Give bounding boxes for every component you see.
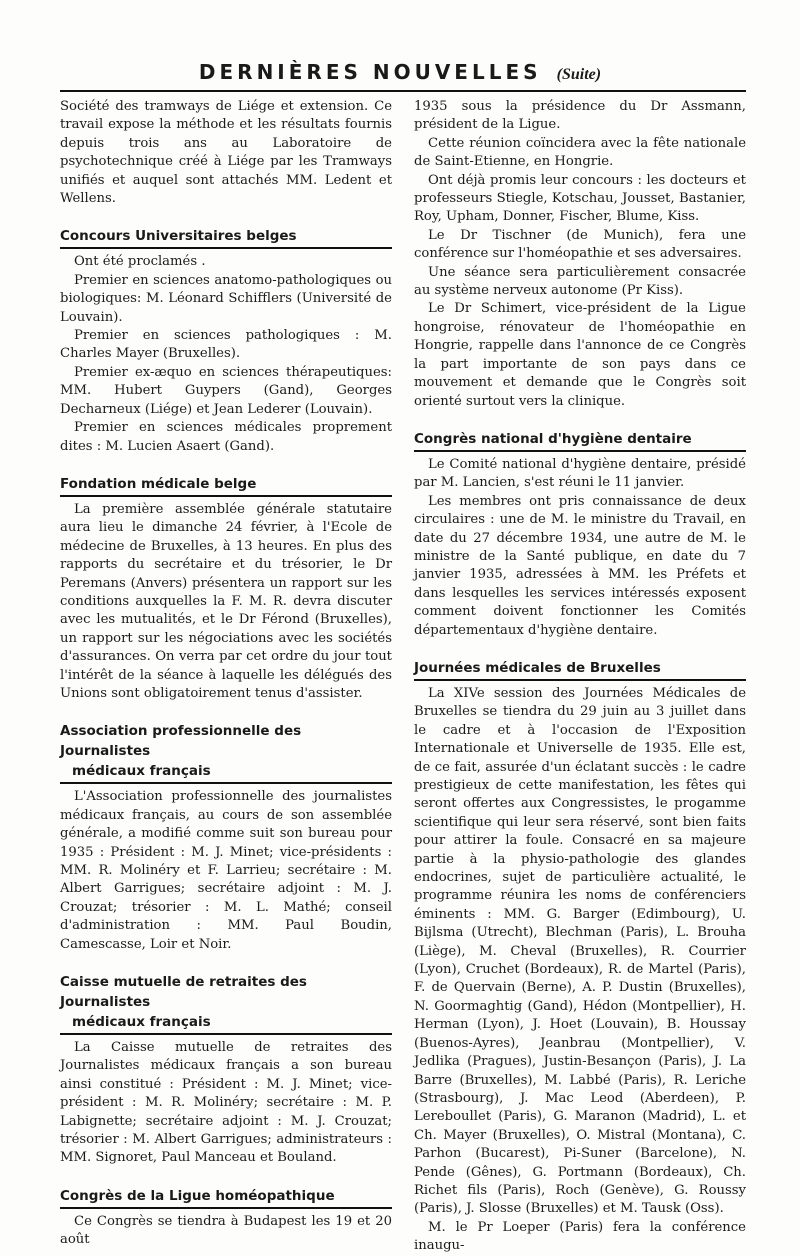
section-heading-line: Association professionnelle des Journalistes [60,723,302,760]
section-heading-line: médicaux français [72,1014,211,1031]
section-heading: Concours Universitaires belges [60,226,392,249]
continued-paragraph: Société des tramways de Liége et extension. Ce travail expose la méthode et les résultats fournis depuis trois ans au Laboratoire de psychotechnique créé à Liége par les Tramways unifiés et auquel sont attachés MM. Ledent et Wellens. [60,99,392,207]
paragraph: Le Dr Tischner (de Munich), fera une conférence sur l'homéopathie et ses adversaires. [414,227,746,262]
paragraph: Le Dr Schimert, vice-président de la Ligue hongroise, rénovateur de l'homéopathie en Hongrie, rappelle dans l'annonce de ce Congrès la part importante de son pays dans ce mouvement et demande que le Congrès soit orienté surtout vers la clinique. [414,301,746,409]
paragraph: L'Association professionnelle des journalistes médicaux français, au cours de son assemblée générale, a modifié comme suit son bureau pour 1935 : Président : M. J. Minet; vice-présidents : MM. R. Molinéry et F. Larrieu; secrétaire : M. Albert Garrigues; secrétaire adjoint : M. J. Crouzat; trésorier : M. L. Mathé; conseil d'administration : MM. Paul Boudin, Camescasse, Loir et Noir. [60,789,392,952]
paragraph: Les membres ont pris connaissance de deux circulaires : une de M. le ministre du Travail, en date du 27 décembre 1934, une autre de M. le ministre de la Santé publique, en date du 7 janvier 1935, adressées à MM. les Préfets et dans lesquelles les services intéressés exposent comment doivent fonctionner les Comités départementaux d'hygiène dentaire. [414,493,746,638]
paragraph: M. le Pr Loeper (Paris) fera la conférence inaugu- [414,1219,746,1254]
section-heading: Fondation médicale belge [60,474,392,497]
page-title-suite: (Suite) [556,66,602,83]
paragraph: Premier en sciences pathologiques : M. Charles Mayer (Bruxelles). [60,328,392,362]
paragraph: Premier en sciences médicales proprement dites : M. Lucien Asaert (Gand). [60,420,392,454]
left-column [60,98,392,1250]
section-heading: Journées médicales de Bruxelles [414,658,746,681]
paragraph: La XIVe session des Journées Médicales de Bruxelles se tiendra du 29 juin au 3 juillet dans le cadre et à l'occasion de l'Exposition Internationale et Universelle de 1935. Elle est, de ce fait, assurée d'un éclatant succès : le cadre prestigieux de cette manifestation, les fêtes qui seront offertes aux Congressistes, le progamme scientifique qui leur sera réservé, sont bien faits pour attirer la foule. Consacré en sa majeure partie à la physio-pathologie des glandes endocrines, sujet de particulière actualité, le programme réunira les noms de conférenciers éminents : MM. G. Barger (Edimbourg), U. Bijlsma (Utrecht), Blechman (Paris), L. Brouha (Liège), M. Cheval (Bruxelles), R. Courrier (Lyon), Cruchet (Bordeaux), R. de Martel (Paris), F. de Quervain (Berne), A. P. Dustin (Bruxelles), N. Goormaghtig (Gand), Hédon (Montpellier), H. Herman (Lyon), J. Hoet (Louvain), B. Houssay (Buenos-Ayres), Jeanbrau (Montpellier), V. Jedlika (Pragues), Justin-Besançon (Paris), J. La Barre (Bruxelles), M. Labbé (Paris), R. Leriche (Strasbourg), J. Mac Leod (Aberdeen), P. Lereboullet (Paris), G. Maranon (Madrid), L. et Ch. Mayer (Bruxelles), O. Mistral (Montana), C. Parhon (Bucarest), Pi-Suner (Barcelone), N. Pende (Gênes), G. Portmann (Bordeaux), Ch. Richet fils (Paris), Roch (Genève), G. Roussy (Paris), J. Slosse (Bruxelles) et M. Tausk (Oss). [414,685,746,1217]
paragraph: Le Comité national d'hygiène dentaire, présidé par M. Lancien, s'est réuni le 11 janvier. [414,456,746,491]
section-heading [60,721,392,784]
paragraph: Premier en sciences anatomo-pathologiques ou biologiques: M. Léonard Schifflers (Université de Louvain). [60,272,392,325]
paragraph: Une séance sera particulièrement consacrée au système nerveux autonome (Pr Kiss). [414,264,746,299]
section-heading: Congrès national d'hygiène dentaire [414,429,746,452]
paragraph: Ce Congrès se tiendra à Budapest les 19 et 20 août [60,1213,392,1248]
section-heading [60,972,392,1035]
section-heading-line: Caisse mutuelle de retraites des Journalistes [60,974,307,1011]
section-heading-line: médicaux français [72,763,211,780]
section-heading: Congrès de la Ligue homéopathique [60,1186,392,1209]
right-column [414,98,746,1256]
continued-paragraph: 1935 sous la présidence du Dr Assmann, président de la Ligue. [414,99,746,133]
paragraph: La première assemblée générale statutaire aura lieu le dimanche 24 février, à l'Ecole de médecine de Bruxelles, à 13 heures. En plus des rapports du secrétaire et du trésorier, le Dr Peremans (Anvers) présentera un rapport sur les conditions auxquelles la F. M. R. devra discuter avec les mutualités, et le Dr Férond (Bruxelles), un rapport sur les négociations avec les sociétés d'assurances. On verra par cet ordre du jour tout l'intérêt de la séance à laquelle les délégués des Unions sont obligatoirement tenus d'assister. [60,501,392,701]
paragraph: Cette réunion coïncidera avec la fête nationale de Saint-Etienne, en Hongrie. [414,135,746,170]
header-rule [60,90,746,92]
paragraph: Ont été proclamés . [74,254,206,270]
page-title: DERNIÈRES NOUVELLES [198,60,542,84]
paragraph: Ont déjà promis leur concours : les docteurs et professeurs Stiegle, Kotschau, Jousset, Bastanier, Roy, Upham, Donner, Fischer, Blume, Kiss. [414,172,746,225]
paragraph: Premier ex-æquo en sciences thérapeutiques: MM. Hubert Guypers (Gand), Georges Decharneux (Liége) et Jean Lederer (Louvain). [60,364,392,417]
paragraph: La Caisse mutuelle de retraites des Journalistes médicaux français a son bureau ainsi constitué : Président : M. J. Minet; vice-président : M. R. Molinéry; secrétaire : M. P. Labignette; secrétaire adjoint : M. J. Crouzat; trésorier : M. Albert Garrigues; administrateurs : MM. Signoret, Paul Manceau et Bouland. [60,1040,392,1166]
page-header [0,60,800,84]
